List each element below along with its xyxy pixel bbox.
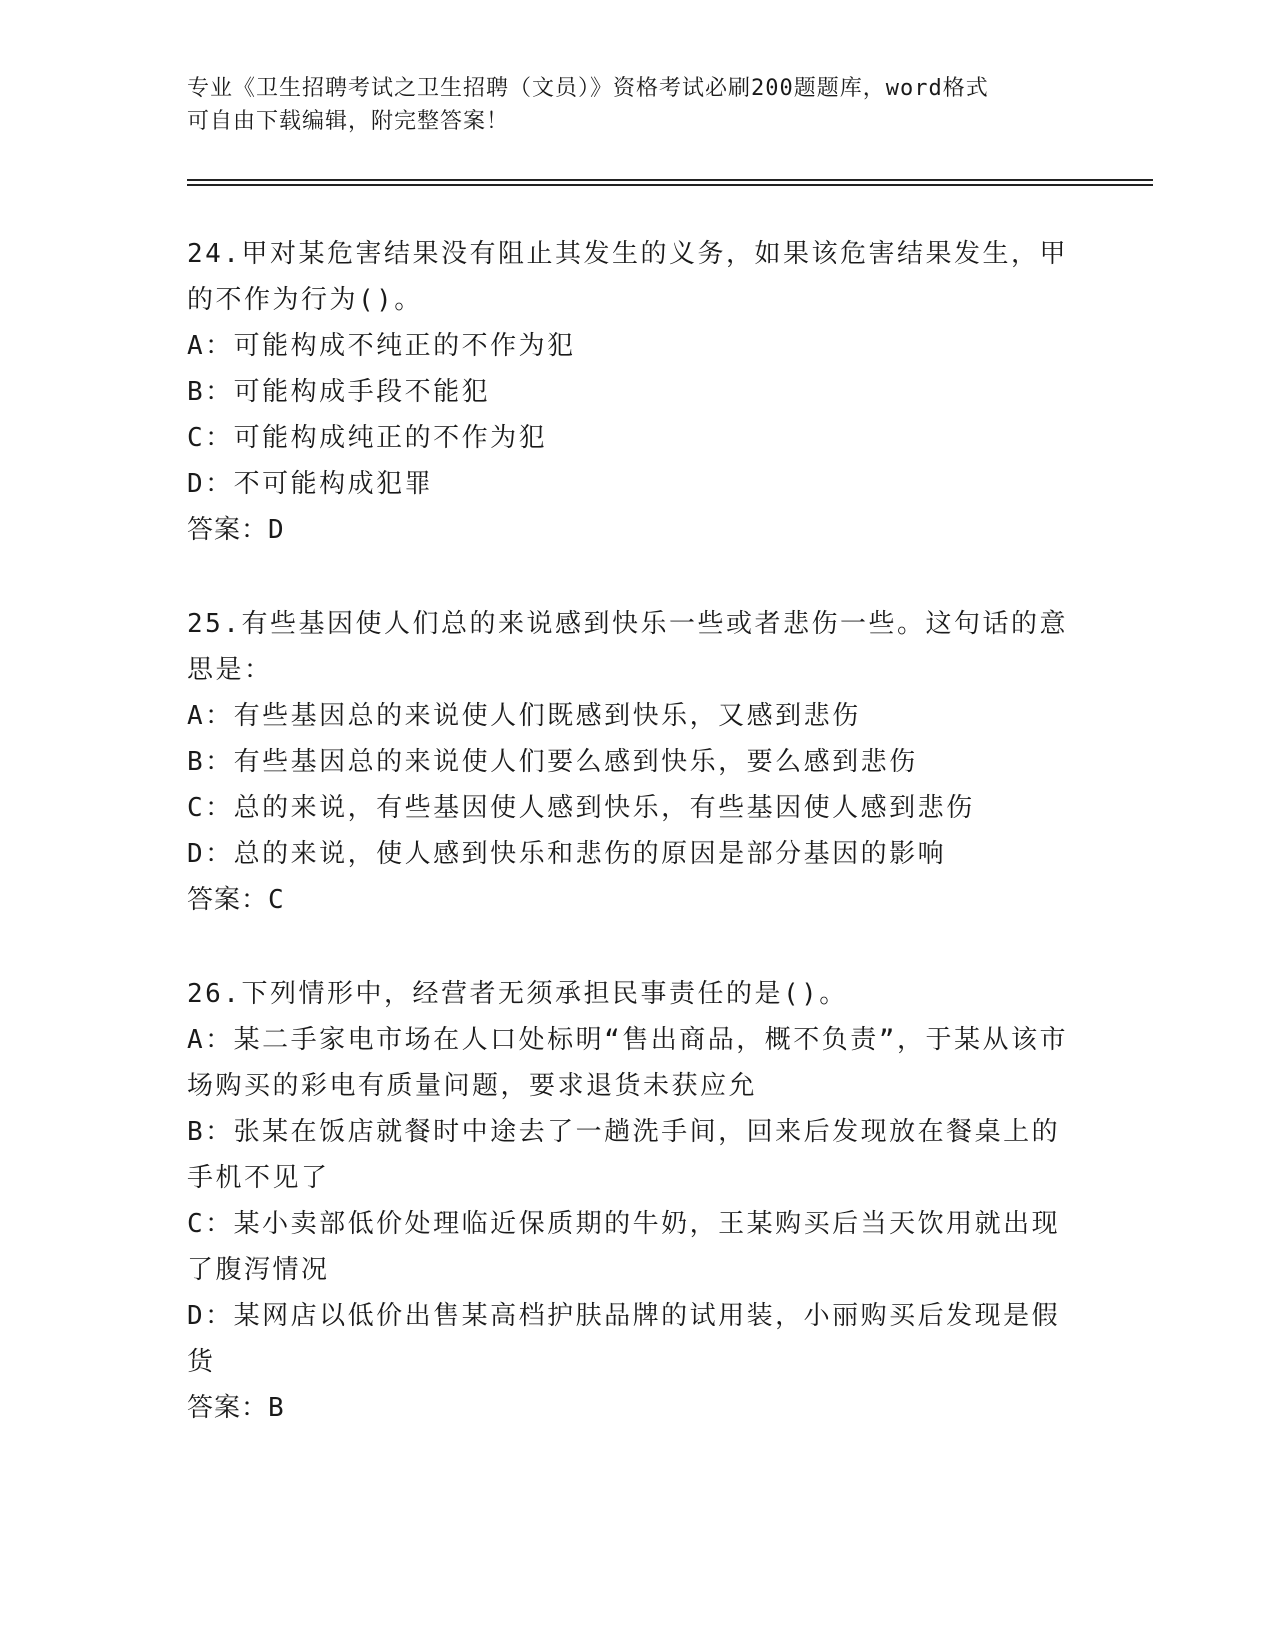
question-stem: 24.甲对某危害结果没有阻止其发生的义务，如果该危害结果发生，甲的不作为行为()。 [187,239,1068,315]
question-26 [187,971,1077,1431]
answer-label: 答案： [187,885,269,915]
option-c: C：可能构成纯正的不作为犯 [187,423,548,453]
answer-line [187,1385,1077,1431]
header-divider-top [187,179,1153,181]
question-24 [187,231,1077,553]
answer-label: 答案： [187,1393,269,1423]
question-25 [187,601,1077,923]
option-a: A：某二手家电市场在人口处标明“售出商品，概不负责”，于某从该市场购买的彩电有质量问题，要求退货未获应允 [187,1025,1068,1101]
answer-value: B [268,1393,285,1423]
option-c: C：总的来说，有些基因使人感到快乐，有些基因使人感到悲伤 [187,793,975,823]
answer-value: C [268,885,285,915]
header-line-1: 专业《卫生招聘考试之卫生招聘（文员）》资格考试必刷200题题库，word格式 [187,76,989,101]
document-header [187,72,1067,138]
header-divider-bottom [187,184,1153,186]
option-b: B：有些基因总的来说使人们要么感到快乐，要么感到悲伤 [187,747,918,777]
question-stem: 26.下列情形中，经营者无须承担民事责任的是()。 [187,979,848,1009]
answer-label: 答案： [187,515,269,545]
option-a: A：可能构成不纯正的不作为犯 [187,331,576,361]
header-line-2: 可自由下载编辑，附完整答案！ [187,109,510,134]
answer-line [187,877,1077,923]
answer-line [187,507,1077,553]
question-list [187,231,1077,1479]
option-c: C：某小卖部低价处理临近保质期的牛奶，王某购买后当天饮用就出现了腹泻情况 [187,1209,1061,1285]
option-d: D：不可能构成犯罪 [187,469,434,499]
option-d: D：某网店以低价出售某高档护肤品牌的试用装，小丽购买后发现是假货 [187,1301,1061,1377]
option-d: D：总的来说，使人感到快乐和悲伤的原因是部分基因的影响 [187,839,947,869]
option-b: B：张某在饭店就餐时中途去了一趟洗手间，回来后发现放在餐桌上的手机不见了 [187,1117,1061,1193]
question-stem: 25.有些基因使人们总的来说感到快乐一些或者悲伤一些。这句话的意思是： [187,609,1068,685]
option-a: A：有些基因总的来说使人们既感到快乐，又感到悲伤 [187,701,861,731]
option-b: B：可能构成手段不能犯 [187,377,491,407]
answer-value: D [268,515,285,545]
